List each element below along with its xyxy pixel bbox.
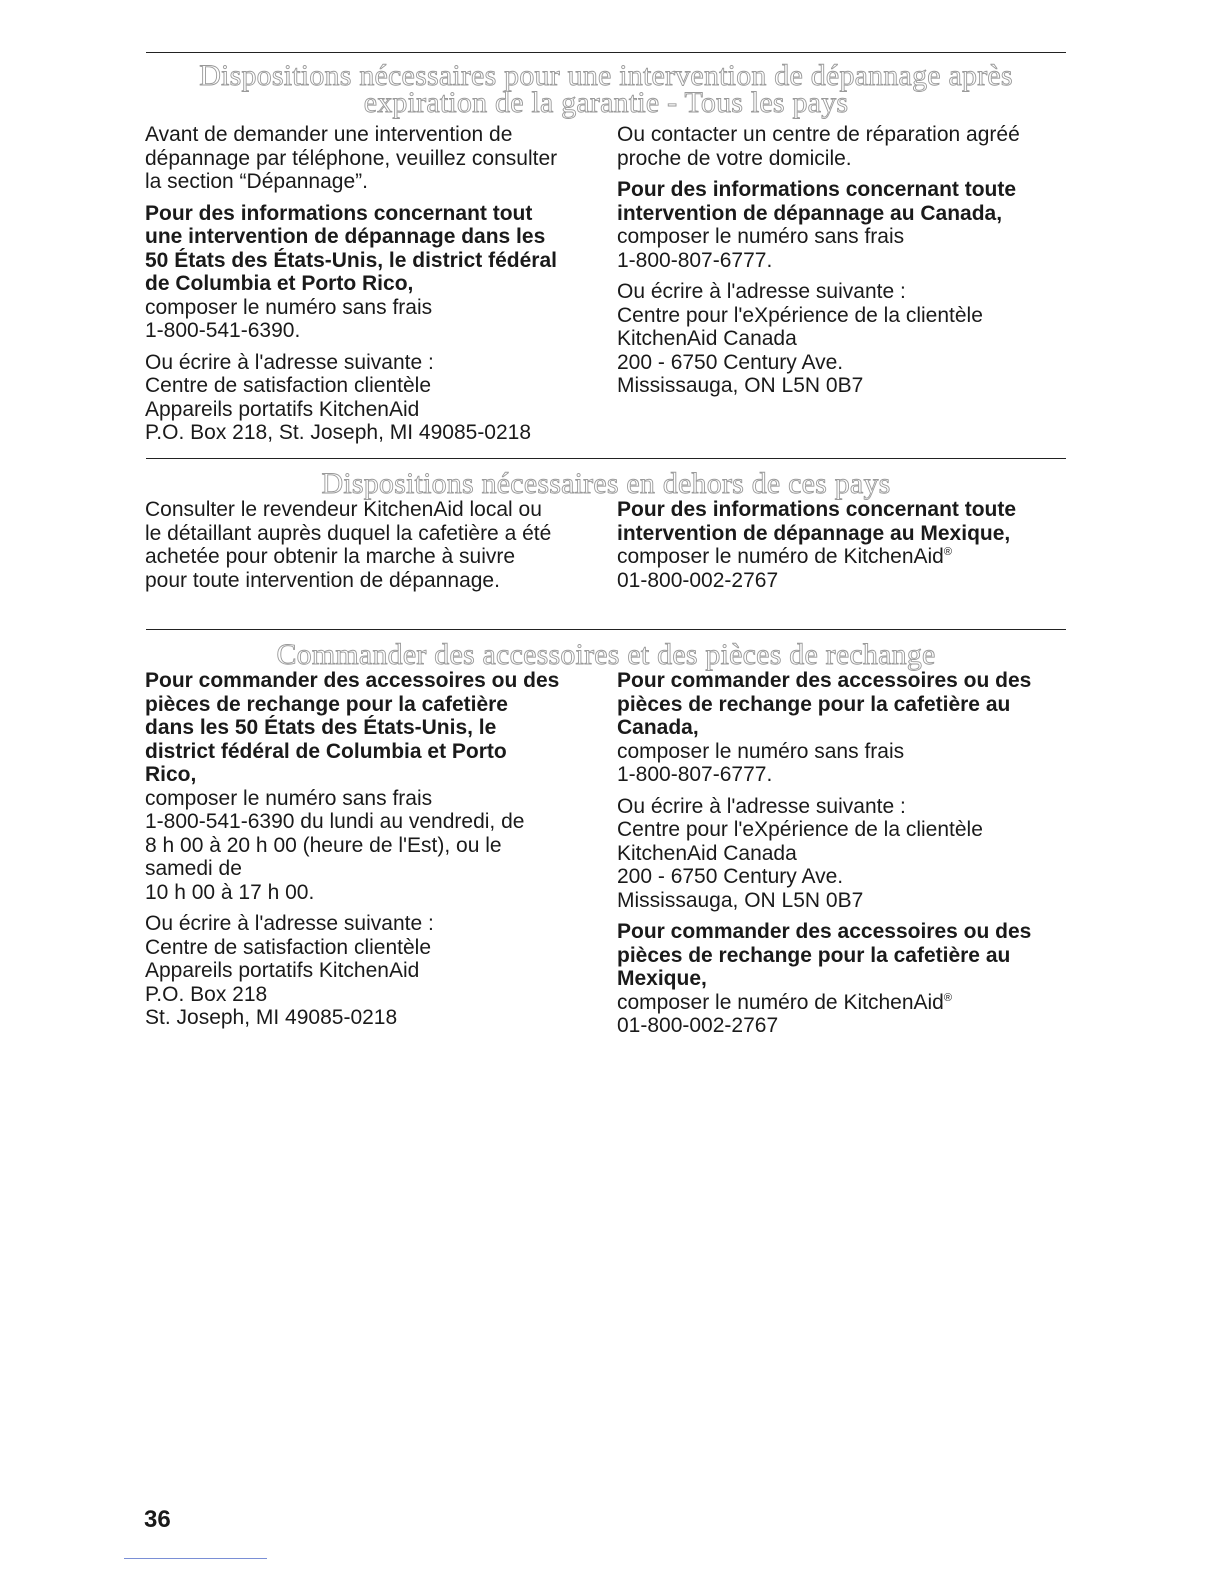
- page-number: 36: [144, 1506, 171, 1533]
- registered-mark: ®: [943, 546, 952, 558]
- mexico-parts-heading: Pour commander des accessoires ou des pièces de rechange pour la cafetière au Mexique,: [617, 920, 1032, 990]
- canada-address: Ou écrire à l'adresse suivante : Centre pour l'eXpérience de la clientèle KitchenAid Canada 200 - 6750 Century Ave. Mississauga, ON L5N 0B7: [617, 280, 983, 397]
- canada-parts-phone: composer le numéro sans frais 1-800-807-6777.: [617, 739, 905, 786]
- intro-paragraph: Avant de demander une intervention de dépannage par téléphone, veuillez consulter la section “Dépannage”.: [145, 123, 558, 193]
- us-service-heading: Pour des informations concernant tout une intervention de dépannage dans les 50 États des États-Unis, le district fédéral de Columbia et Porto Rico,: [145, 201, 557, 295]
- mexico-service-heading: Pour des informations concernant toute intervention de dépannage au Mexique,: [617, 498, 1017, 545]
- canada-service-heading: Pour des informations concernant toute intervention de dépannage au Canada,: [617, 178, 1017, 225]
- section1-right-column: [617, 123, 1079, 406]
- us-address: Ou écrire à l'adresse suivante : Centre de satisfaction clientèle Appareils portatifs KitchenAid P.O. Box 218, St. Joseph, MI 49085-0218: [145, 350, 532, 444]
- section-heading-other-countries: Dispositions nécessaires en dehors de ces pays: [321, 467, 891, 500]
- repair-center-paragraph: Ou contacter un centre de réparation agréé proche de votre domicile.: [617, 123, 1020, 170]
- canada-parts-heading: Pour commander des accessoires ou des pièces de rechange pour la cafetière au Canada,: [617, 669, 1032, 739]
- section-heading-warranty-expired: [146, 59, 1066, 119]
- section-rule-1: [146, 52, 1066, 53]
- registered-mark: ®: [943, 991, 952, 1004]
- heading-line-2: expiration de la garantie - Tous les pays: [363, 86, 849, 119]
- section1-left-column: [145, 123, 607, 453]
- canada-phone: composer le numéro sans frais 1-800-807-6777.: [617, 225, 905, 272]
- footer-divider: [124, 1558, 267, 1559]
- mexico-parts-phone: composer le numéro de KitchenAid® 01-800-002-2767: [617, 990, 952, 1037]
- section-rule-3: [146, 629, 1066, 630]
- section3-left-column: [145, 669, 607, 1038]
- us-parts-address: Ou écrire à l'adresse suivante : Centre de satisfaction clientèle Appareils portatifs KitchenAid P.O. Box 218 St. Joseph, MI 49085-0218: [145, 912, 434, 1029]
- section3-right-column: [617, 669, 1079, 1046]
- us-parts-heading: Pour commander des accessoires ou des pièces de rechange pour la cafetière dans les 50 États des États-Unis, le district fédéral de Columbia et Porto Rico,: [145, 669, 560, 786]
- us-parts-phone: composer le numéro sans frais 1-800-541-6390 du lundi au vendredi, de 8 h 00 à 20 h 00 (heure de l'Est), ou le samedi de 10 h 00 à 17 h 00.: [145, 786, 525, 904]
- other-countries-paragraph: Consulter le revendeur KitchenAid local ou le détaillant auprès duquel la cafetière a été achetée pour obtenir la marche à suivre pour toute intervention de dépannage.: [145, 498, 552, 592]
- section2-left-column: [145, 498, 607, 600]
- heading-line-1: Dispositions nécessaires pour une intervention de dépannage après: [199, 59, 1013, 92]
- section-heading-accessories: Commander des accessoires et des pièces de rechange: [276, 638, 936, 671]
- section2-right-column: [617, 498, 1079, 600]
- mexico-phone: composer le numéro de KitchenAid® 01-800-002-2767: [617, 545, 952, 592]
- us-phone: composer le numéro sans frais 1-800-541-6390.: [145, 295, 433, 342]
- section-rule-2: [146, 458, 1066, 459]
- canada-parts-address: Ou écrire à l'adresse suivante : Centre pour l'eXpérience de la clientèle KitchenAid Canada 200 - 6750 Century Ave. Mississauga, ON L5N 0B7: [617, 794, 983, 912]
